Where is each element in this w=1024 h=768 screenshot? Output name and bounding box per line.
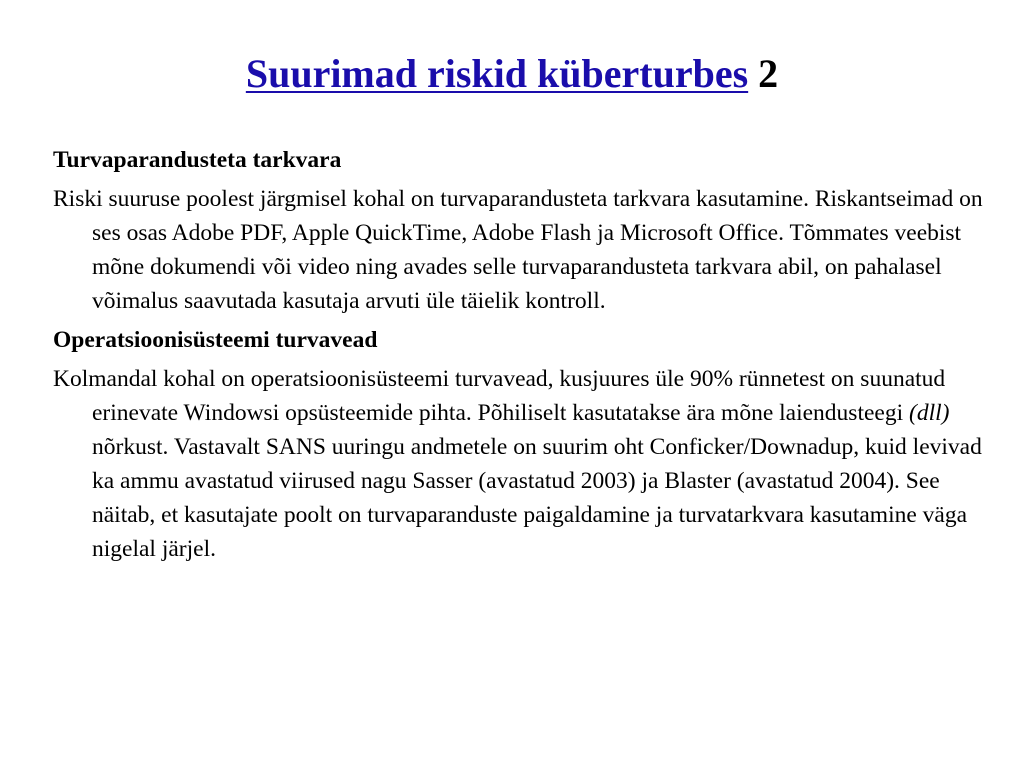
section-heading-unpatched-software: Turvaparandusteta tarkvara <box>53 147 342 173</box>
os-text-part-2: nõrkust. Vastavalt SANS uuringu andmetele on suurim oht Conficker/Downadup, kuid levivad ka ammu avastatud viirused nagu Sasser (avastatud 2003) ja Blaster (avastatud 2004). See näitab, et kasutajate poolt on turvaparanduste paigaldamine ja turvatarkvara kasutamine väga nigelal järjel. <box>92 434 982 562</box>
title-number: 2 <box>758 51 779 96</box>
slide-body <box>53 143 983 571</box>
section-text-os-vulnerabilities <box>53 362 983 566</box>
section-text-unpatched-software: Riski suuruse poolest järgmisel kohal on turvaparandusteta tarkvara kasutamine. Riskantseimad on ses osas Adobe PDF, Apple QuickTime, Adobe Flash ja Microsoft Office. Tõmmates veebist mõne dokumendi või video ning avades selle turvaparandusteta tarkvara abil, on pahalasel võimalus saavutada kasutaja arvuti üle täielik kontroll. <box>53 186 983 314</box>
section-heading-os-vulnerabilities: Operatsioonisüsteemi turvavead <box>53 327 378 353</box>
slide-title <box>0 48 1024 100</box>
title-link[interactable]: Suurimad riskid küberturbes <box>245 51 749 96</box>
os-text-part-1: Kolmandal kohal on operatsioonisüsteemi turvavead, kusjuures üle 90% rünnetest on suunatud erinevate Windowsi opsüsteemide pihta. Põhiliselt kasutatakse ära mõne laiendusteegi <box>53 366 946 426</box>
dll-italic-term: (dll) <box>909 400 950 426</box>
